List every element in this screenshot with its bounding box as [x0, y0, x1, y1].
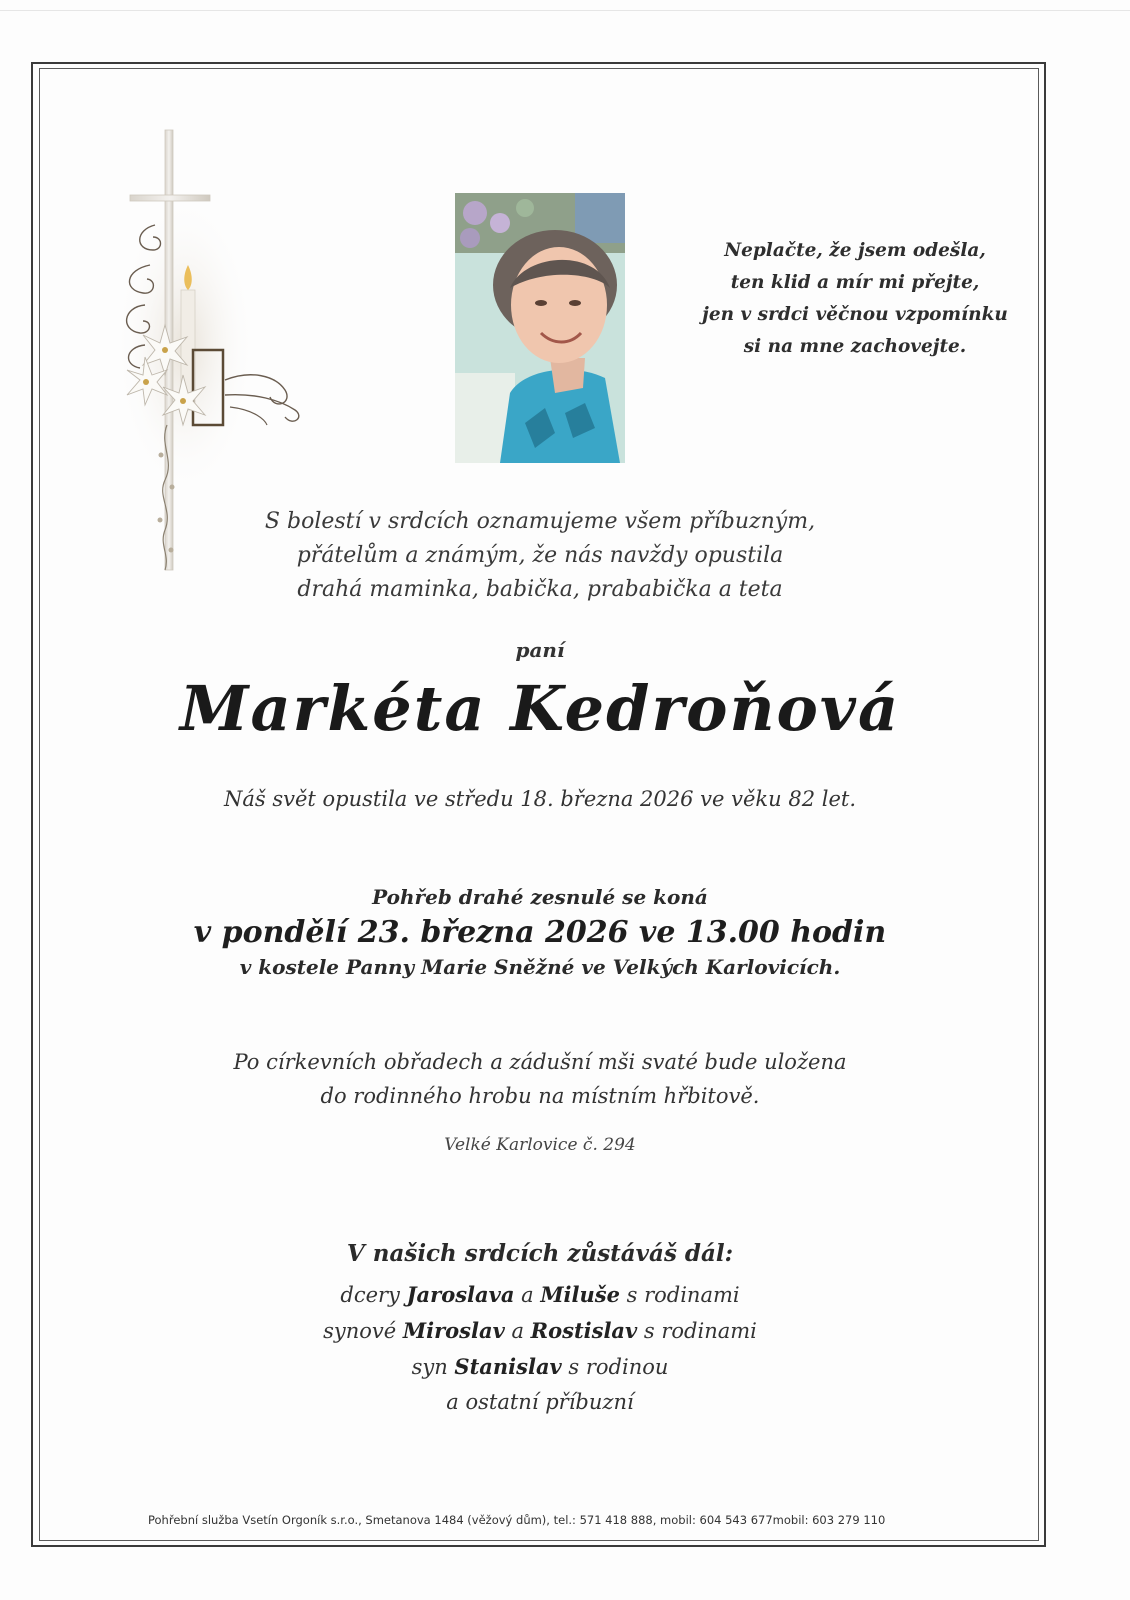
verse-line: ten klid a mír mi přejte,: [730, 272, 980, 293]
burial-line: do rodinného hrobu na místním hřbitově.: [320, 1084, 760, 1108]
scan-edge-line: [0, 10, 1130, 11]
mourners-title: V našich srdcích zůstáváš dál:: [346, 1240, 734, 1267]
death-notice: Náš svět opustila ve středu 18. března 2026 ve věku 82 let.: [224, 787, 856, 811]
burial-line: Po církevních obřadech a zádušní mši svaté bude uložena: [233, 1050, 847, 1074]
memorial-verse: [690, 235, 1020, 363]
announcement-line: drahá maminka, babička, prababička a teta: [297, 577, 783, 602]
funeral-intro: Pohřeb drahé zesnulé se koná: [372, 885, 708, 909]
verse-line: si na mne zachovejte.: [743, 336, 967, 357]
announcement-line: S bolestí v srdcích oznamujeme všem příbuzným,: [264, 509, 816, 534]
funeral-location: v kostele Panny Marie Sněžné ve Velkých Karlovicích.: [239, 955, 841, 979]
address: Velké Karlovice č. 294: [444, 1135, 636, 1155]
mourner-line: synové Miroslav a Rostislav s rodinami: [323, 1318, 757, 1343]
mourner-line: syn Stanislav s rodinou: [411, 1354, 669, 1379]
announcement-text: [0, 505, 1080, 607]
verse-line: Neplačte, že jsem odešla,: [724, 240, 986, 261]
funeral-datetime: v pondělí 23. března 2026 ve 13.00 hodin: [193, 915, 887, 950]
burial-text: [0, 1045, 1080, 1113]
mourner-line: a ostatní příbuzní: [446, 1390, 634, 1414]
announcement-line: přátelům a známým, že nás navždy opustila: [296, 543, 784, 568]
mourner-line: dcery Jaroslava a Miluše s rodinami: [340, 1282, 740, 1307]
funeral-service-footer: Pohřební služba Vsetín Orgoník s.r.o., Smetanova 1484 (věžový dům), tel.: 571 418 888, mobil: 604 543 677mobil: 603 279 110: [148, 1513, 886, 1527]
portrait-photo: [455, 193, 625, 463]
honorific: paní: [515, 638, 565, 662]
deceased-name: Markéta Kedroňová: [179, 672, 901, 745]
mourners-list: [0, 1277, 1080, 1420]
verse-line: jen v srdci věčnou vzpomínku: [702, 304, 1008, 325]
